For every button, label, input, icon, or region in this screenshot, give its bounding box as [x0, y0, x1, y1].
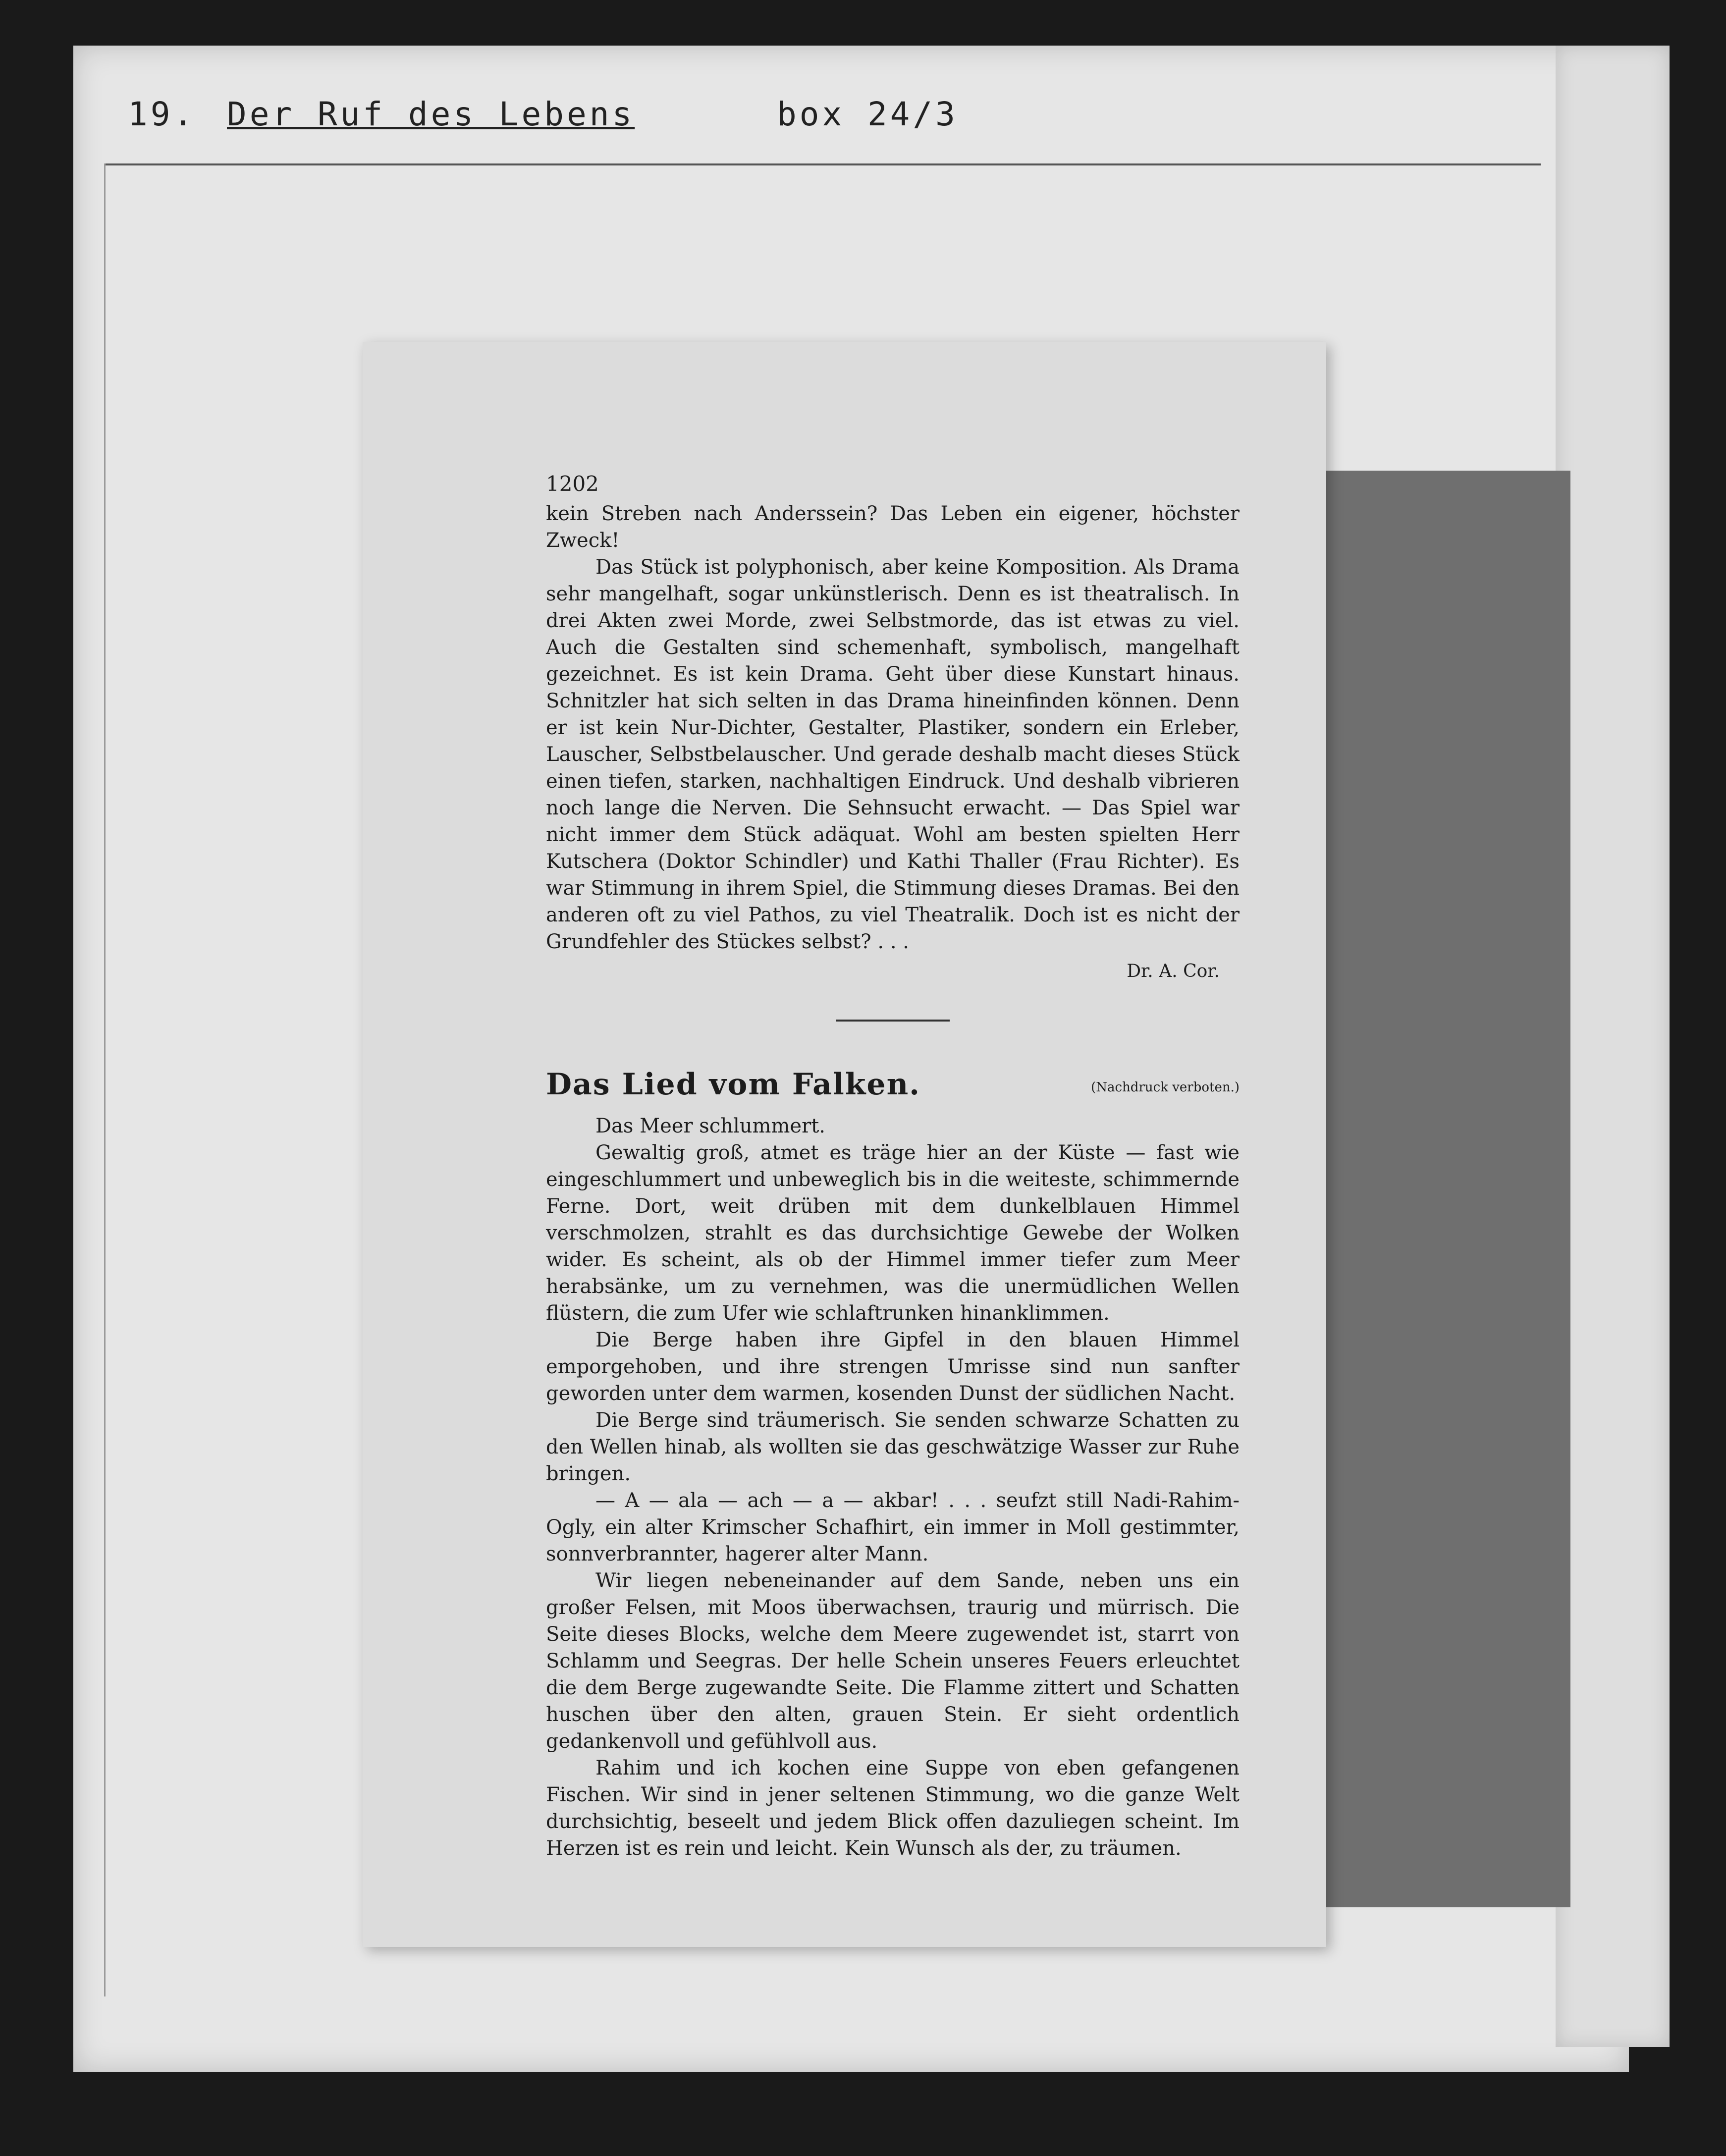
section-divider — [836, 1020, 950, 1022]
story-paragraph: Wir liegen nebeneinander auf dem Sande, neben uns ein großer Felsen, mit Moos überwachsen, traurig und mürrisch. Die Seite dieses Blocks, welche dem Meere zugewendet ist, starrt von Schlamm und Seegras. Der helle Schein unseres Feuers erleuchtet die dem Berge zugewandte Seite. Die Flamme zittert und Schatten huschen über den alten, grauen Stein. Er sieht ordentlich gedankenvoll und gefühlvoll aus. — [546, 1569, 1240, 1753]
review-paragraph: kein Streben nach Anderssein? Das Leben ein eigener, höchster Zweck! — [546, 502, 1240, 552]
story-paragraph: Gewaltig groß, atmet es träge hier an der Küste — fast wie eingeschlummert und unbeweglich bis in die weiteste, schimmernde Ferne. Dort, weit drüben mit dem dunkelblauen Himmel verschmolzen, strahlt es das durchsichtige Gewebe der Wolken wider. Es scheint, als ob der Himmel immer tiefer zum Meer herabsänke, um zu vernehmen, was die unermüdlichen Wellen flüstern, die zum Ufer wie schlaftrunken hinanklimmen. — [546, 1141, 1240, 1325]
story-paragraph: Die Berge haben ihre Gipfel in den blauen Himmel emporgehoben, und ihre strengen Umrisse sind nun sanfter geworden unter dem warmen, kosenden Dunst der südlichen Nacht. — [546, 1329, 1240, 1405]
folder-title: Der Ruf des Lebens — [227, 95, 635, 133]
article-heading — [546, 1067, 1240, 1111]
clipping-sheet — [363, 342, 1326, 1947]
article-title: Das Lied vom Falken. — [546, 1067, 921, 1102]
box-label: box 24/3 — [777, 95, 958, 133]
review-signature: Dr. A. Cor. — [1127, 961, 1220, 981]
review-paragraph: Das Stück ist polyphonisch, aber keine Komposition. Als Drama sehr mangelhaft, sogar unkünstlerisch. Denn es ist theatralisch. In drei Akten zwei Morde, zwei Selbstmorde, das ist etwas zu viel. Auch die Gestalten sind schemenhaft, symbolisch, mangelhaft gezeichnet. Es ist kein Drama. Geht über diese Kunstart hinaus. Schnitzler hat sich selten in das Drama hineinfinden können. Denn er ist kein Nur-Dichter, Gestalter, Plastiker, sondern ein Erleber, Lauscher, Selbstbelauscher. Und gerade deshalb macht dieses Stück einen tiefen, starken, nachhaltigen Eindruck. Und deshalb vibrieren noch lange die Nerven. Die Sehnsucht erwacht. — Das Spiel war nicht immer dem Stück adäquat. Wohl am besten spielten Herr Kutschera (Doktor Schindler) und Kathi Thaller (Frau Richter). Es war Stimmung in ihrem Spiel, die Stimmung dieses Dramas. Bei den anderen oft zu viel Pathos, zu viel Theatralik. Doch ist es nicht der Grundfehler des Stückes selbst? . . . — [546, 556, 1240, 953]
story-paragraph: Das Meer schlummert. — [595, 1115, 825, 1137]
story-paragraph: Rahim und ich kochen eine Suppe von eben gefangenen Fischen. Wir sind in jener seltenen Stimmung, wo die ganze Welt durchsichtig, beseelt und jedem Blick offen dazuliegen scheint. Im Herzen ist es rein und leicht. Kein Wunsch als der, zu träumen. — [546, 1757, 1240, 1860]
reprint-note: (Nachdruck verboten.) — [1091, 1080, 1240, 1095]
margin-line — [104, 163, 106, 1996]
clipping-content — [546, 471, 1240, 1862]
story-paragraph: Die Berge sind träumerisch. Sie senden schwarze Schatten zu den Wellen hinab, als wollten sie das geschwätzige Wasser zur Ruhe bringen. — [546, 1409, 1240, 1485]
page-number: 1202 — [546, 472, 599, 496]
story-paragraph: — A — ala — ach — a — akbar! . . . seufzt still Nadi-Rahim-Ogly, ein alter Krimscher Schafhirt, ein immer in Moll gestimmter, sonnverbrannter, hagerer alter Mann. — [546, 1489, 1240, 1565]
header-divider — [104, 163, 1541, 165]
folder-number: 19. — [128, 95, 196, 133]
folder-edge — [1556, 46, 1670, 2047]
